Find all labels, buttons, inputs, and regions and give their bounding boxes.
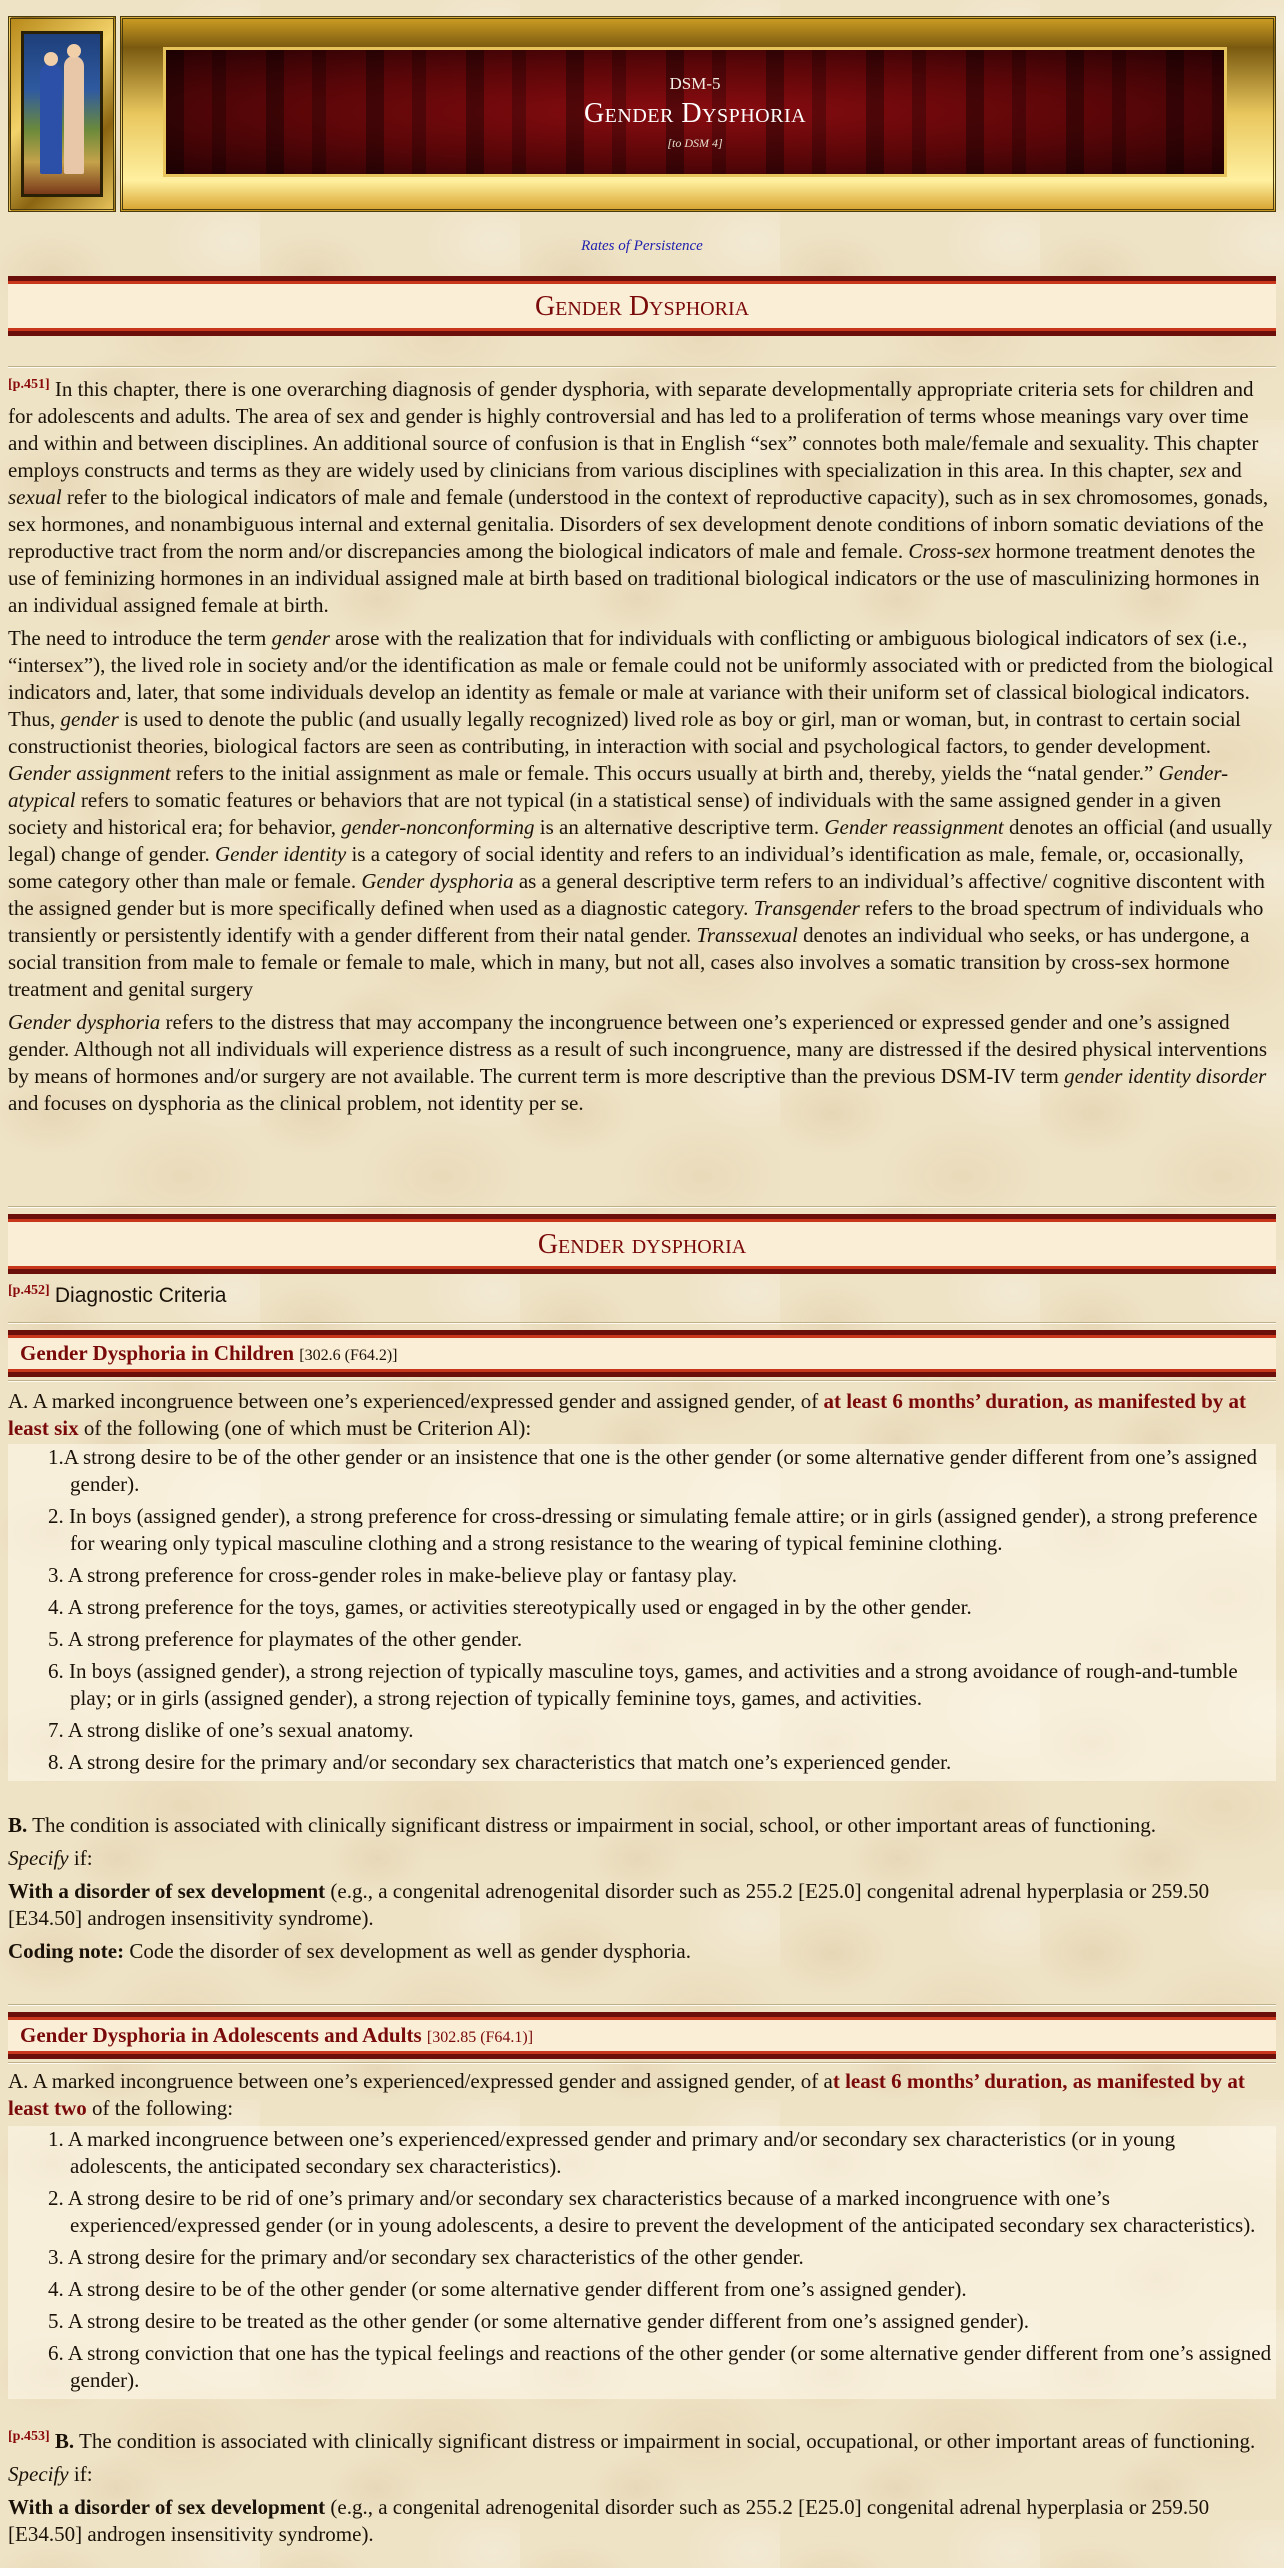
adults-criterion-b: [p.453] B. The condition is associated with clinically significant distress or impairment in social, occupational, or other important areas of functioning. Specify if: With a disorder of sex development (e.g., a congenital adrenogenital disorder such as 255.2 [E25.0] congenital adrenal hyperplasia or 259.50 [E34.50] androgen insensitivity syndrome). [8, 2429, 1256, 2546]
painting-image [21, 31, 103, 197]
dsm4-link[interactable]: [to DSM 4] [667, 136, 723, 150]
page-ref: [p.453] [8, 2429, 50, 2444]
list-item: 2. A strong desire to be rid of one’s primary and/or secondary sex characteristics because of a marked incongruence with one’s experienced/expressed gender (or in young adolescents, a desire to prevent the development of the anticipated secondary sex characteristics). [48, 2186, 1256, 2237]
page-title: Gender Dysphoria [583, 98, 807, 129]
title-box [163, 47, 1227, 177]
list-item: 3. A strong desire for the primary and/or secondary sex characteristics of the other gender. [48, 2245, 804, 2269]
portrait-frame [8, 16, 116, 212]
list-item: 3. A strong preference for cross-gender roles in make-believe play or fantasy play. [48, 1563, 738, 1587]
list-item: 2. In boys (assigned gender), a strong preference for cross-dressing or simulating female attire; or in girls (assigned gender), a strong preference for wearing only typical masculine clothing and a strong resistance to the wearing of typical feminine clothing. [48, 1504, 1258, 1555]
adults-criteria-list [8, 2126, 1276, 2399]
rates-of-persistence-link[interactable]: Rates of Persistence [581, 238, 703, 254]
children-criteria-list [8, 1444, 1276, 1781]
intro-paragraph-3: Gender dysphoria refers to the distress that may accompany the incongruence between one’s experienced or expressed gender and one’s assigned gender. Although not all individuals will experience distress as a result of such incongruence, many are distressed if the desired physical interventions by means of hormones and/or surgery are not available. The current term is more descriptive than the previous DSM-IV term gender identity disorder and focuses on dysphoria as the clinical problem, not identity per se. [8, 1010, 1268, 1115]
diagnostic-code: [302.6 (F64.2)] [299, 1347, 398, 1364]
list-item: 6. A strong conviction that one has the typical feelings and reactions of the other gender (or some alternative gender different from one’s assigned gender). [48, 2341, 1272, 2392]
dsm-label: DSM-5 [669, 74, 721, 93]
intro-paragraph-2: The need to introduce the term gender arose with the realization that for individuals with conflicting or ambiguous biological indicators of sex (i.e., “intersex”), the lived role in society and/or the identification as male or female could not be uniformly associated with or predicted from the biological indicators and, later, that some individuals develop an identity as female or male at variance with their uniform set of classical biological indicators. Thus, gender is used to denote the public (and usually legally recognized) lived role as boy or girl, man or woman, but, in contrast to certain social constructionist theories, biological factors are seen as contributing, in interaction with social and psychological factors, to gender development. Gender assignment refers to the initial assignment as male or female. This occurs usually at birth and, thereby, yields the “natal gender.” Gender-atypical refers to somatic features or behaviors that are not typical (in a statistical sense) of individuals with the same assigned gender in a given society and historical era; for behavior, gender-nonconforming is an alternative descriptive term. Gender reassignment denotes an official (and usually legal) change of gender. Gender identity is a category of social identity and refers to an individual’s identification as male, female, or, occasionally, some category other than male or female. Gender dysphoria as a general descriptive term refers to an individual’s affective/ cognitive discontent with the assigned gender but is more specifically defined when used as a diagnostic category. Transgender refers to the broad spectrum of individuals who transiently or persistently identify with a gender different from their natal gender. Transsexual denotes an individual who seeks, or has undergone, a social transition from male to female or female to male, which in many, but not all, cases also involves a somatic transition by cross-sex hormone treatment and genital surgery [8, 626, 1274, 1001]
section-header-gender-dysphoria-criteria [8, 1214, 1276, 1274]
header-banner [8, 16, 1276, 214]
divider [8, 366, 1276, 368]
list-item: 1.A strong desire to be of the other gender or an insistence that one is the other gender (or some alternative gender different from one’s assigned gender). [48, 1445, 1258, 1496]
list-item: 4. A strong preference for the toys, games, or activities stereotypically used or engaged in by the other gender. [48, 1595, 972, 1619]
list-item: 7. A strong dislike of one’s sexual anatomy. [48, 1718, 414, 1742]
children-criterion-a: A. A marked incongruence between one’s experienced/expressed gender and assigned gender, of at least 6 months’ duration, as manifested by at least six of the following (one of which must be Criterion Al): [8, 1389, 1247, 1440]
list-item: 8. A strong desire for the primary and/or secondary sex characteristics that match one’s experienced gender. [48, 1750, 952, 1774]
intro-text [8, 376, 1276, 1123]
diagnostic-code: [302.85 (F64.1)] [426, 2029, 534, 2046]
intro-paragraph-1: [p.451] In this chapter, there is one overarching diagnosis of gender dysphoria, with separate developmentally appropriate criteria sets for children and for adolescents and adults. The area of sex and gender is highly controversial and has led to a proliferation of terms whose meanings vary over time and within and between disciplines. An additional source of confusion is that in English “sex” connotes both male/female and sexuality. This chapter employs constructs and terms as they are widely used by clinicians from various disciplines with specialization in this area. In this chapter, sex and sexual refer to the biological indicators of male and female (understood in the context of reproductive capacity), such as in sex chromosomes, gonads, sex hormones, and nonambiguous internal and external genitalia. Disorders of sex development denote conditions of inborn somatic deviations of the reproductive tract from the norm and/or discrepancies among the biological indicators of male and female. Cross-sex hormone treatment denotes the use of feminizing hormones in an individual assigned male at birth based on traditional biological indicators or the use of masculinizing hormones in an individual assigned female at birth. [8, 377, 1269, 617]
list-item: 5. A strong desire to be treated as the other gender (or some alternative gender different from one’s assigned gender). [48, 2309, 1030, 2333]
section-header-gender-dysphoria [8, 276, 1276, 336]
list-item: 6. In boys (assigned gender), a strong rejection of typically masculine toys, games, and activities and a strong avoidance of rough-and-tumble play; or in girls (assigned gender), a strong rejection of typically feminine toys, games, and activities. [48, 1659, 1238, 1710]
divider [8, 2004, 1276, 2006]
subheader-title: Gender Dysphoria in Adolescents and Adults [20, 2023, 422, 2047]
list-item: 1. A marked incongruence between one’s experienced/expressed gender and primary and/or secondary sex characteristics (or in young adolescents, the anticipated secondary sex characteristics). [48, 2127, 1176, 2178]
subheader-title: Gender Dysphoria in Children [20, 1341, 295, 1365]
divider [8, 2062, 1276, 2064]
children-criterion-b: B. The condition is associated with clinically significant distress or impairment in social, school, or other important areas of functioning. Specify if: With a disorder of sex development (e.g., a congenital adrenogenital disorder such as 255.2 [E25.0] congenital adrenal hyperplasia or 259.50 [E34.50] androgen insensitivity syndrome). Coding note: Code the disorder of sex development as well as gender dysphoria. [8, 1813, 1210, 1963]
title-frame [120, 16, 1276, 212]
list-item: 4. A strong desire to be of the other gender (or some alternative gender different from one’s assigned gender). [48, 2277, 967, 2301]
divider [8, 1206, 1276, 1208]
adults-criterion-a: A. A marked incongruence between one’s experienced/expressed gender and assigned gender, of at least 6 months’ duration, as manifested by at least two of the following: [8, 2069, 1245, 2120]
divider [8, 1380, 1276, 1382]
section-title: Gender Dysphoria [534, 291, 750, 322]
subheader-adolescents-adults [8, 2012, 1276, 2059]
list-item: 5. A strong preference for playmates of the other gender. [48, 1627, 523, 1651]
page-ref: [p.451] [8, 377, 50, 392]
section-title: Gender dysphoria [537, 1229, 747, 1260]
subheader-children [8, 1330, 1276, 1377]
divider [8, 1322, 1276, 1324]
diagnostic-criteria-label: [p.452] Diagnostic Criteria [8, 1283, 227, 1307]
page-ref: [p.452] [8, 1283, 50, 1298]
